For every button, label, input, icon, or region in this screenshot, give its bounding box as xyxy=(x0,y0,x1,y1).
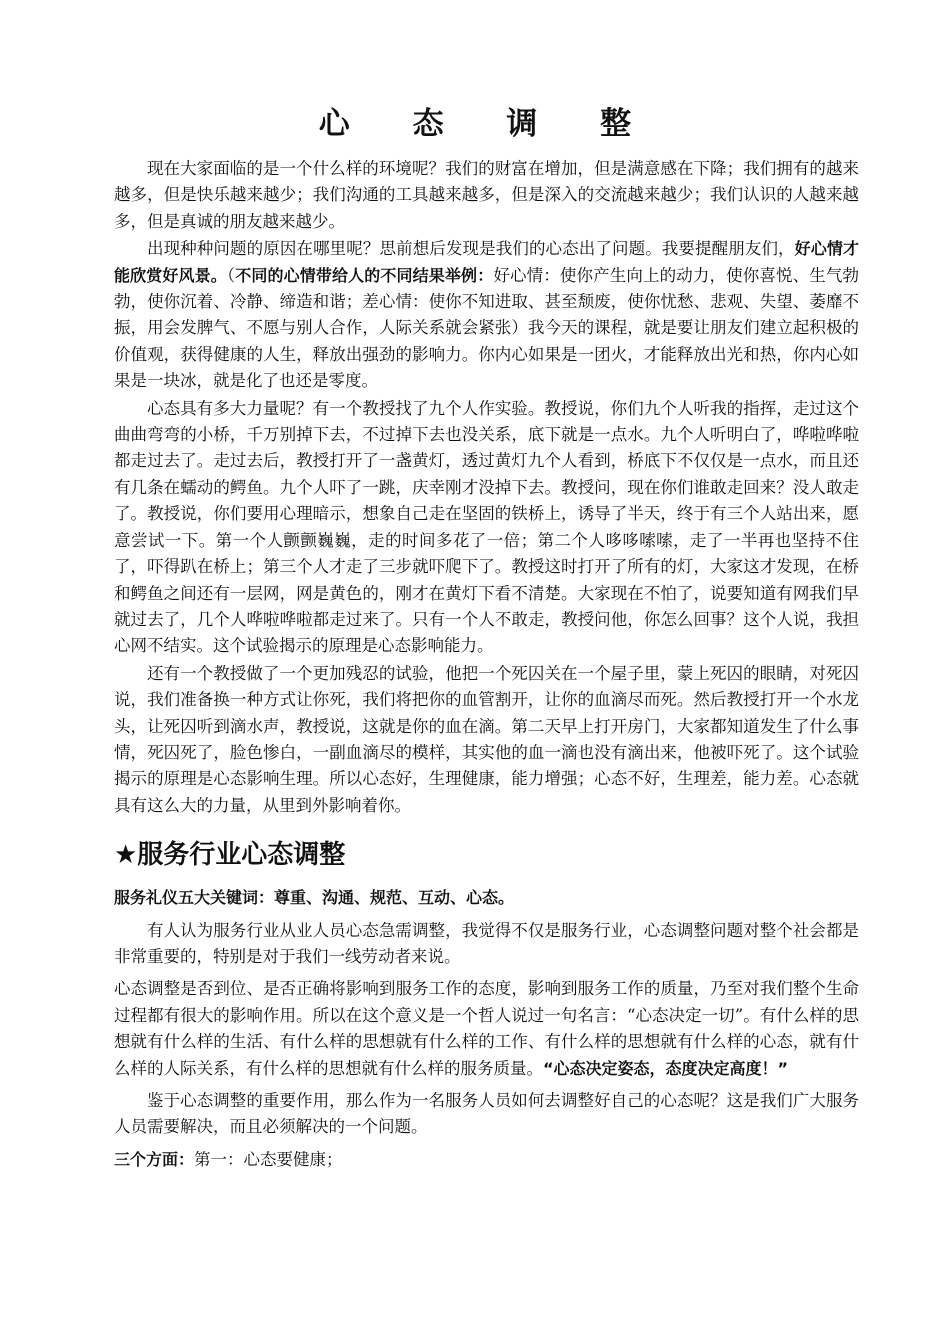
paragraph-mindset-importance xyxy=(114,976,859,1082)
good-mood-emphasis: 好心情才能欣赏好风景。 xyxy=(114,239,859,285)
etiquette-keywords: 服务礼仪五大关键词：尊重、沟通、规范、互动、心态。 xyxy=(114,888,515,908)
mindset-importance-text: 心态调整是否到位、是否正确将影响到服务工作的态度，影响到服务工作的质量，乃至对我们整个生命过程都有很大的影响作用。所以在这个意义是一个哲人说过一句名言：“心态决定一切”。有什么样的思想就有什么样的生活、有什么样的思想就有什么样的工作、有什么样的思想就有什么样的心态，就有什么样的人际关系，有什么样的思想就有什么样的服务质量。 xyxy=(114,979,859,1078)
mindset-quote-emphasis: “心态决定姿态，态度决定高度！” xyxy=(543,1058,789,1078)
open-paren: （ xyxy=(226,265,236,285)
paragraph-service-industry: 有人认为服务行业从业人员心态急需调整，我觉得不仅是服务行业，心态调整问题对整个社会都是非常重要的，特别是对于我们一线劳动者来说。 xyxy=(114,920,859,966)
paragraph-bridge-experiment: 心态具有多大力量呢？有一个教授找了九个人作实验。教授说，你们九个人听我的指挥，走过这个曲曲弯弯的小桥，千万别掉下去，不过掉下去也没关系，底下就是一点水。九个人听明白了，哗啦哗啦都走过去了。走过去后，教授打开了一盏黄灯，透过黄灯九个人看到，桥底下不仅仅是一点水，而且还有几条在蠕动的鳄鱼。九个人吓了一跳，庆幸刚才没掉下去。教授问，现在你们谁敢走回来？没人敢走了。教授说，你们要用心理暗示，想象自己走在坚固的铁桥上，诱导了半天，终于有三个人站出来，愿意尝试一下。第一个人颤颤巍巍，走的时间多花了一倍；第二个人哆哆嗦嗦，走了一半再也坚持不住了，吓得趴在桥上；第三个人才走了三步就吓爬下了。教授这时打开了所有的灯，大家这才发现，在桥和鳄鱼之间还有一层网，网是黄色的，刚才在黄灯下看不清楚。大家现在不怕了，说要知道有网我们早就过去了，几个人哗啦哗啦都走过来了。只有一个人不敢走，教授问他，你怎么回事？这个人说，我担心网不结实。这个试验揭示的原理是心态影响能力。 xyxy=(114,398,859,656)
document-body xyxy=(114,156,859,1173)
paragraph-mindset-problem-text: 出现种种问题的原因在哪里呢？思前想后发现是我们的心态出了问题。我要提醒朋友们， xyxy=(147,239,795,259)
paragraph-environment: 现在大家面临的是一个什么样的环境呢？我们的财富在增加，但是满意感在下降；我们拥有的越来越多，但是快乐越来越少；我们沟通的工具越来越多，但是深入的交流越来越少；我们认识的人越来越多，但是真诚的朋友越来越少。 xyxy=(114,159,859,231)
mood-examples-label: 不同的心情带给人的不同结果举例： xyxy=(235,265,494,285)
section-heading: ★服务行业心态调整 xyxy=(114,840,346,871)
page-title: 心 态 调 整 xyxy=(318,106,658,142)
three-aspects-line xyxy=(114,1147,859,1173)
paragraph-prisoner-experiment: 还有一个教授做了一个更加残忍的试验，他把一个死囚关在一个屋子里，蒙上死囚的眼睛，对死囚说，我们准备换一种方式让你死，我们将把你的血管割开，让你的血滴尽而死。然后教授打开一个水龙头，让死囚听到滴水声，教授说，这就是你的血在滴。第二天早上打开房门，大家都知道发生了什么事情，死囚死了，脸色惨白，一副血滴尽的模样，其实他的血一滴也没有滴出来，他被吓死了。这个试验揭示的原理是心态影响生理。所以心态好，生理健康，能力增强；心态不好，生理差，能力差。心态就具有这么大的力量，从里到外影响着你。 xyxy=(114,663,859,815)
paragraph-mindset-problem xyxy=(114,236,859,394)
mood-examples-text: 好心情：使你产生向上的动力，使你喜悦、生气勃勃，使你沉着、冷静、缔造和谐；差心情：使你不知进取、甚至颓废，使你忧愁、悲观、失望、萎靡不振，用会发脾气、不愿与别人合作，人际关系就会紧张）我今天的课程，就是要让朋友们建立起积极的价值观，获得健康的人生，释放出强劲的影响力。你内心如果是一团火，才能释放出光和热，你内心如果是一块冰，就是化了也还是零度。 xyxy=(114,265,859,391)
paragraph-how-to-adjust: 鉴于心态调整的重要作用，那么作为一名服务人员如何去调整好自己的心态呢？这是我们广大服务人员需要解决，而且必须解决的一个问题。 xyxy=(114,1091,859,1137)
three-aspects-label: 三个方面： xyxy=(114,1149,195,1169)
three-aspects-first: 第一：心态要健康； xyxy=(194,1149,343,1169)
